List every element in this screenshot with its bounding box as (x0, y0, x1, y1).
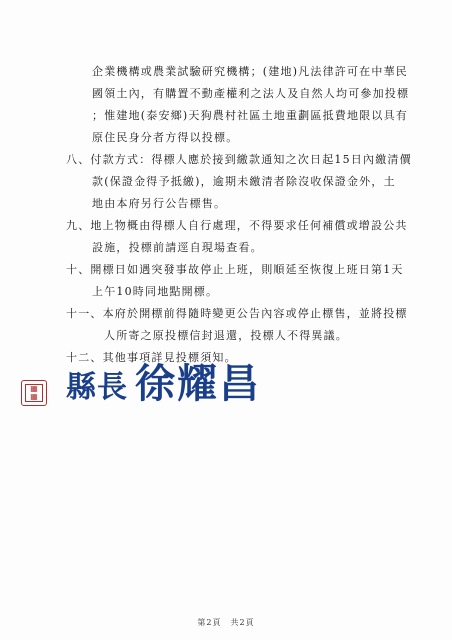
body-line-4: 原住民身分者方得以投標。 (92, 131, 239, 144)
clause-8-line-3: 地由本府另行公告標售。 (92, 197, 227, 210)
clause-8-line-2: 款(保證金得予抵繳)，逾期未繳清者除沒收保證金外，土 (92, 175, 396, 188)
body-line-2: 國領土內，有購置不動產權利之法人及自然人均可參加投標 (92, 87, 410, 100)
clause-10-line-1: 十、開標日如遇突發事故停止上班，則順延至恢復上班日第1天 (66, 263, 404, 276)
seal-inner-border: ▦ ▦ (25, 384, 43, 402)
clause-12-line-1: 十二、其他事項詳見投標須知。 (66, 351, 237, 364)
official-seal-stamp (21, 380, 47, 406)
body-line-1: 企業機構或農業試驗研究機構；(建地)凡法律許可在中華民 (92, 65, 408, 78)
clause-9-line-1: 九、地上物概由得標人自行處理，不得要求任何補償或增設公共 (66, 219, 408, 232)
clause-11-line-2: 人所寄之原投標信封退還，投標人不得異議。 (104, 329, 348, 342)
body-line-3: ；惟建地(泰安鄉)天狗農村社區土地重劃區抵費地限以具有 (92, 109, 408, 122)
signature-title: 縣長 (66, 370, 128, 405)
clause-9-line-2: 設施，投標前請逕自現場查看。 (92, 241, 263, 254)
clause-8-line-1: 八、付款方式：得標人應於接到繳款通知之次日起15日內繳清價 (66, 153, 412, 166)
clause-10-line-2: 上午10時同地點開標。 (92, 285, 219, 298)
clause-11-line-1: 十一、本府於開標前得隨時變更公告內容或停止標售，並將投標 (66, 307, 408, 320)
signature-name: 徐耀昌 (135, 360, 261, 407)
page-number-footer: 第2頁 共2頁 (197, 618, 255, 627)
